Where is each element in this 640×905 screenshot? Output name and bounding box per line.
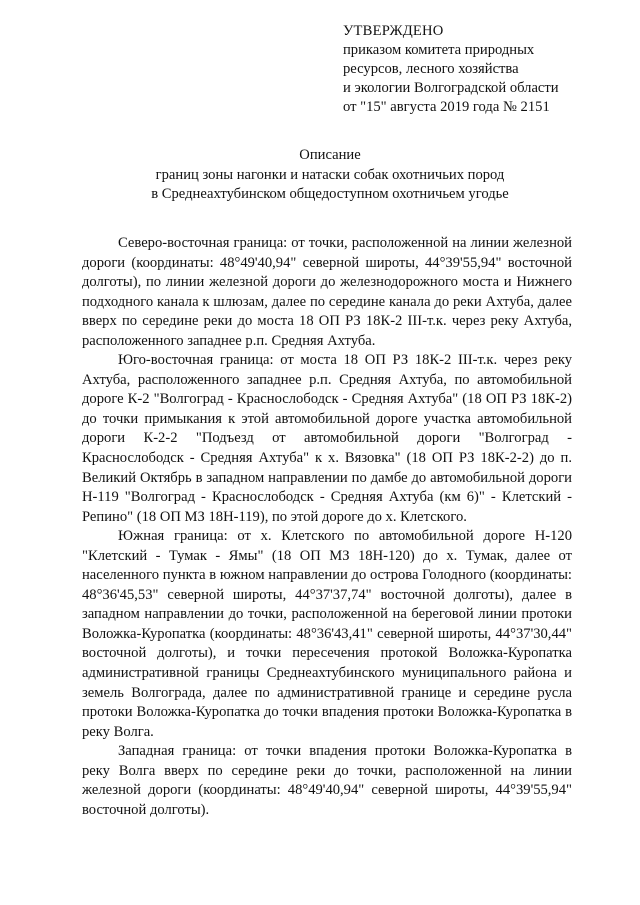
approval-stamp: УТВЕРЖДЕНО xyxy=(343,23,444,39)
title-line-2: границ зоны нагонки и натаски собак охотничьих пород xyxy=(155,166,505,183)
approval-line-3: и экологии Волгоградской области xyxy=(343,80,559,96)
paragraph-south-border: Южная граница: от х. Клетского по автомобильной дороге Н-120 "Клетский - Тумак - Ямы" (18 ОП МЗ 18Н-120) до х. Тумак, далее от населенного пункта в южном направлении до острова Голодного (координаты: 48°36'45,53" северной широты, 44°37'37,74" восточной долготы), далее в западном направлении до точки, расположенной на береговой линии протоки Воложка-Куропатка (координаты: 48°36'43,41" северной широты, 44°37'30,44" восточной долготы), и точки пересечения протокой Воложка-Куропатка административной границы Среднеахтубинского муниципального района и земель Волгограда, далее по административной границе и середине русла протоки Воложка-Куропатка до точки впадения протоки Воложка-Куропатка в реку Волга. xyxy=(82,528,572,740)
approval-block xyxy=(343,22,623,117)
document-title xyxy=(80,146,580,205)
paragraph-southeast-border: Юго-восточная граница: от моста 18 ОП РЗ 18К-2 III-т.к. через реку Ахтуба, расположенного западнее р.п. Средняя Ахтуба, по автомобильной дороге К-2 "Волгоград - Краснослободск - Средняя Ахтуба" (18 ОП РЗ 18К-2) до точки примыкания к этой автомобильной дороге участка автомобильной дороги К-2-2 "Подъезд от автомобильной дороги "Волгоград - Краснослободск - Средняя Ахтуба" к х. Вязовка" (18 ОП РЗ 18К-2-2) до п. Великий Октябрь в западном направлении по дамбе до автомобильной дороги Н-119 "Волгоград - Краснослободск - Средняя Ахтуба (км 6)" - Клетский - Репино" (18 ОП МЗ 18Н-119), по этой дороге до х. Клетского. xyxy=(82,352,572,525)
paragraph-northeast-border: Северо-восточная граница: от точки, расположенной на линии железной дороги (координаты: 48°49'40,94" северной широты, 44°39'55,94" восточной долготы), по линии железной дороги до железнодорожного моста и Нижнего подходного канала к шлюзам, далее по середине канала до реки Ахтуба, далее вверх по середине реки до моста 18 ОП РЗ 18К-2 III-т.к. через реку Ахтуба, расположенного западнее р.п. Средняя Ахтуба. xyxy=(82,235,572,349)
approval-line-1: приказом комитета природных xyxy=(343,42,535,58)
approval-line-4: от "15" августа 2019 года № 2151 xyxy=(343,99,550,115)
approval-line-2: ресурсов, лесного хозяйства xyxy=(343,61,519,77)
title-line-1: Описание xyxy=(299,147,361,163)
paragraph-west-border: Западная граница: от точки впадения протоки Воложка-Куропатка в реку Волга вверх по середине реки до точки, расположенной на линии железной дороги (координаты: 48°49'40,94" северной широты, 44°39'55,94" восточной долготы). xyxy=(82,743,572,818)
title-line-3: в Среднеахтубинском общедоступном охотничьем угодье xyxy=(151,186,509,202)
document-body xyxy=(82,234,572,820)
